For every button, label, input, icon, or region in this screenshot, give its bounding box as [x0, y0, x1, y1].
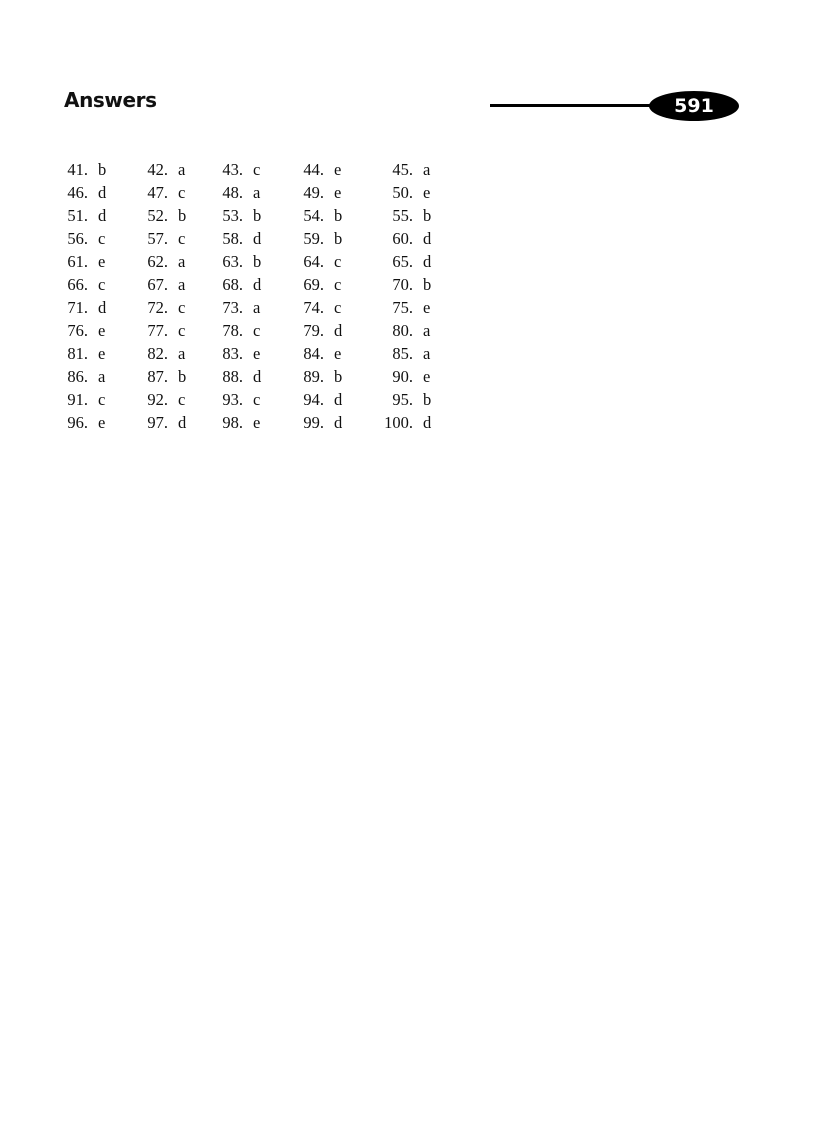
- question-number: 58.: [222, 229, 243, 248]
- answer-letter: c: [253, 390, 261, 409]
- question-number: 74.: [303, 298, 324, 317]
- answer-letter: a: [253, 298, 261, 317]
- answer-letter: a: [423, 321, 431, 340]
- question-number: 67.: [147, 275, 168, 294]
- question-number: 57.: [147, 229, 168, 248]
- question-number: 61.: [67, 252, 88, 271]
- answer-item: [142, 319, 185, 342]
- answer-item: [298, 250, 341, 273]
- answer-item: [142, 273, 185, 296]
- answer-letter: e: [334, 183, 342, 202]
- answer-letter: e: [98, 252, 106, 271]
- question-number: 46.: [67, 183, 88, 202]
- answer-letter: d: [98, 183, 107, 202]
- answer-item: [217, 273, 261, 296]
- answer-letter: c: [98, 390, 106, 409]
- answer-item: [379, 227, 431, 250]
- question-number: 49.: [303, 183, 324, 202]
- answer-letter: b: [178, 367, 187, 386]
- answer-letter: b: [98, 160, 107, 179]
- answer-letter: d: [334, 390, 343, 409]
- question-number: 75.: [392, 298, 413, 317]
- answer-item: [217, 365, 261, 388]
- page-number-badge: 591: [649, 91, 739, 121]
- answer-item: [298, 342, 341, 365]
- question-number: 59.: [303, 229, 324, 248]
- answer-item: [142, 181, 185, 204]
- answer-letter: c: [178, 229, 186, 248]
- answer-item: [142, 411, 186, 434]
- answer-letter: c: [178, 390, 186, 409]
- answer-item: [217, 342, 260, 365]
- question-number: 78.: [222, 321, 243, 340]
- question-number: 86.: [67, 367, 88, 386]
- answer-item: [379, 273, 431, 296]
- question-number: 93.: [222, 390, 243, 409]
- answer-letter: d: [334, 413, 343, 432]
- answer-item: [217, 158, 260, 181]
- question-number: 88.: [222, 367, 243, 386]
- answer-item: [142, 342, 185, 365]
- question-number: 100.: [384, 413, 413, 432]
- answer-item: [142, 388, 185, 411]
- question-number: 77.: [147, 321, 168, 340]
- answer-item: [298, 319, 342, 342]
- question-number: 73.: [222, 298, 243, 317]
- answer-item: [379, 250, 431, 273]
- question-number: 98.: [222, 413, 243, 432]
- question-number: 72.: [147, 298, 168, 317]
- answer-letter: a: [178, 275, 186, 294]
- answer-letter: a: [178, 160, 186, 179]
- answer-item: [298, 388, 342, 411]
- answer-letter: b: [253, 206, 262, 225]
- question-number: 50.: [392, 183, 413, 202]
- answer-item: [379, 181, 430, 204]
- answer-item: [142, 250, 185, 273]
- answer-item: [379, 388, 431, 411]
- question-number: 54.: [303, 206, 324, 225]
- answer-letter: e: [334, 344, 342, 363]
- question-number: 97.: [147, 413, 168, 432]
- question-number: 48.: [222, 183, 243, 202]
- answer-letter: b: [334, 367, 343, 386]
- answer-letter: a: [98, 367, 106, 386]
- question-number: 52.: [147, 206, 168, 225]
- question-number: 42.: [147, 160, 168, 179]
- answer-item: [298, 273, 341, 296]
- question-number: 70.: [392, 275, 413, 294]
- question-number: 76.: [67, 321, 88, 340]
- question-number: 62.: [147, 252, 168, 271]
- question-number: 79.: [303, 321, 324, 340]
- answer-letter: d: [423, 229, 432, 248]
- answer-letter: a: [423, 160, 431, 179]
- answer-letter: d: [423, 413, 432, 432]
- answer-item: [298, 411, 342, 434]
- question-number: 68.: [222, 275, 243, 294]
- answer-item: [379, 204, 431, 227]
- answer-letter: c: [98, 275, 106, 294]
- answer-letter: c: [178, 183, 186, 202]
- answer-item: [298, 204, 342, 227]
- question-number: 92.: [147, 390, 168, 409]
- answer-item: [62, 250, 105, 273]
- answer-item: [142, 158, 185, 181]
- answer-letter: e: [423, 183, 431, 202]
- question-number: 91.: [67, 390, 88, 409]
- answer-item: [217, 319, 260, 342]
- page-header: [0, 0, 816, 130]
- answer-letter: c: [178, 298, 186, 317]
- question-number: 87.: [147, 367, 168, 386]
- answer-letter: a: [423, 344, 431, 363]
- question-number: 44.: [303, 160, 324, 179]
- answer-letter: a: [178, 252, 186, 271]
- answer-letter: d: [334, 321, 343, 340]
- answer-letter: e: [423, 367, 431, 386]
- answer-letter: e: [253, 344, 261, 363]
- question-number: 69.: [303, 275, 324, 294]
- answer-item: [298, 158, 341, 181]
- question-number: 99.: [303, 413, 324, 432]
- answer-letter: d: [423, 252, 432, 271]
- answer-item: [62, 273, 105, 296]
- question-number: 95.: [392, 390, 413, 409]
- question-number: 51.: [67, 206, 88, 225]
- question-number: 89.: [303, 367, 324, 386]
- answer-item: [62, 296, 106, 319]
- answer-item: [217, 204, 261, 227]
- answer-letter: d: [253, 229, 262, 248]
- answer-item: [379, 319, 430, 342]
- answer-letter: b: [423, 275, 432, 294]
- answer-item: [298, 227, 342, 250]
- answer-letter: b: [334, 206, 343, 225]
- answer-letter: e: [98, 321, 106, 340]
- answer-letter: c: [334, 275, 342, 294]
- question-number: 47.: [147, 183, 168, 202]
- question-number: 80.: [392, 321, 413, 340]
- answer-letter: b: [178, 206, 187, 225]
- question-number: 60.: [392, 229, 413, 248]
- question-number: 55.: [392, 206, 413, 225]
- question-number: 96.: [67, 413, 88, 432]
- answer-item: [379, 158, 430, 181]
- answer-letter: d: [98, 298, 107, 317]
- answer-item: [142, 296, 185, 319]
- answer-letter: b: [423, 390, 432, 409]
- answer-letter: b: [334, 229, 343, 248]
- answer-item: [379, 296, 430, 319]
- answer-letter: c: [253, 160, 261, 179]
- answer-letter: e: [334, 160, 342, 179]
- answer-item: [142, 227, 185, 250]
- answer-letter: d: [253, 275, 262, 294]
- answer-letter: c: [98, 229, 106, 248]
- answer-item: [62, 319, 105, 342]
- answer-item: [62, 158, 106, 181]
- answer-item: [298, 365, 342, 388]
- answer-item: [379, 411, 431, 434]
- answer-item: [217, 250, 261, 273]
- answer-letter: c: [334, 252, 342, 271]
- question-number: 81.: [67, 344, 88, 363]
- answer-item: [217, 181, 260, 204]
- question-number: 63.: [222, 252, 243, 271]
- answer-item: [379, 342, 430, 365]
- answer-item: [62, 204, 106, 227]
- answer-letter: b: [253, 252, 262, 271]
- answer-item: [62, 365, 105, 388]
- answer-item: [217, 411, 260, 434]
- answer-letter: d: [253, 367, 262, 386]
- answer-item: [298, 181, 341, 204]
- answer-item: [217, 296, 260, 319]
- answer-item: [62, 342, 105, 365]
- question-number: 66.: [67, 275, 88, 294]
- answer-item: [142, 365, 186, 388]
- answer-letter: e: [98, 344, 106, 363]
- answer-letter: c: [253, 321, 261, 340]
- answer-item: [217, 388, 260, 411]
- answer-letter: e: [98, 413, 106, 432]
- question-number: 94.: [303, 390, 324, 409]
- answer-item: [217, 227, 261, 250]
- question-number: 41.: [67, 160, 88, 179]
- section-title: Answers: [64, 88, 157, 112]
- answer-letter: a: [178, 344, 186, 363]
- question-number: 56.: [67, 229, 88, 248]
- question-number: 85.: [392, 344, 413, 363]
- question-number: 83.: [222, 344, 243, 363]
- answer-letter: e: [423, 298, 431, 317]
- answer-letter: d: [178, 413, 187, 432]
- question-number: 84.: [303, 344, 324, 363]
- question-number: 64.: [303, 252, 324, 271]
- answer-letter: d: [98, 206, 107, 225]
- answer-letter: b: [423, 206, 432, 225]
- header-rule: [490, 104, 665, 107]
- answer-letter: c: [178, 321, 186, 340]
- answer-item: [298, 296, 341, 319]
- answer-item: [62, 227, 105, 250]
- question-number: 43.: [222, 160, 243, 179]
- question-number: 90.: [392, 367, 413, 386]
- question-number: 53.: [222, 206, 243, 225]
- question-number: 71.: [67, 298, 88, 317]
- question-number: 65.: [392, 252, 413, 271]
- question-number: 45.: [392, 160, 413, 179]
- answer-item: [379, 365, 430, 388]
- question-number: 82.: [147, 344, 168, 363]
- answer-letter: e: [253, 413, 261, 432]
- answer-letter: c: [334, 298, 342, 317]
- answer-letter: a: [253, 183, 261, 202]
- answer-item: [62, 181, 106, 204]
- answer-item: [62, 411, 105, 434]
- answer-item: [62, 388, 105, 411]
- answer-item: [142, 204, 186, 227]
